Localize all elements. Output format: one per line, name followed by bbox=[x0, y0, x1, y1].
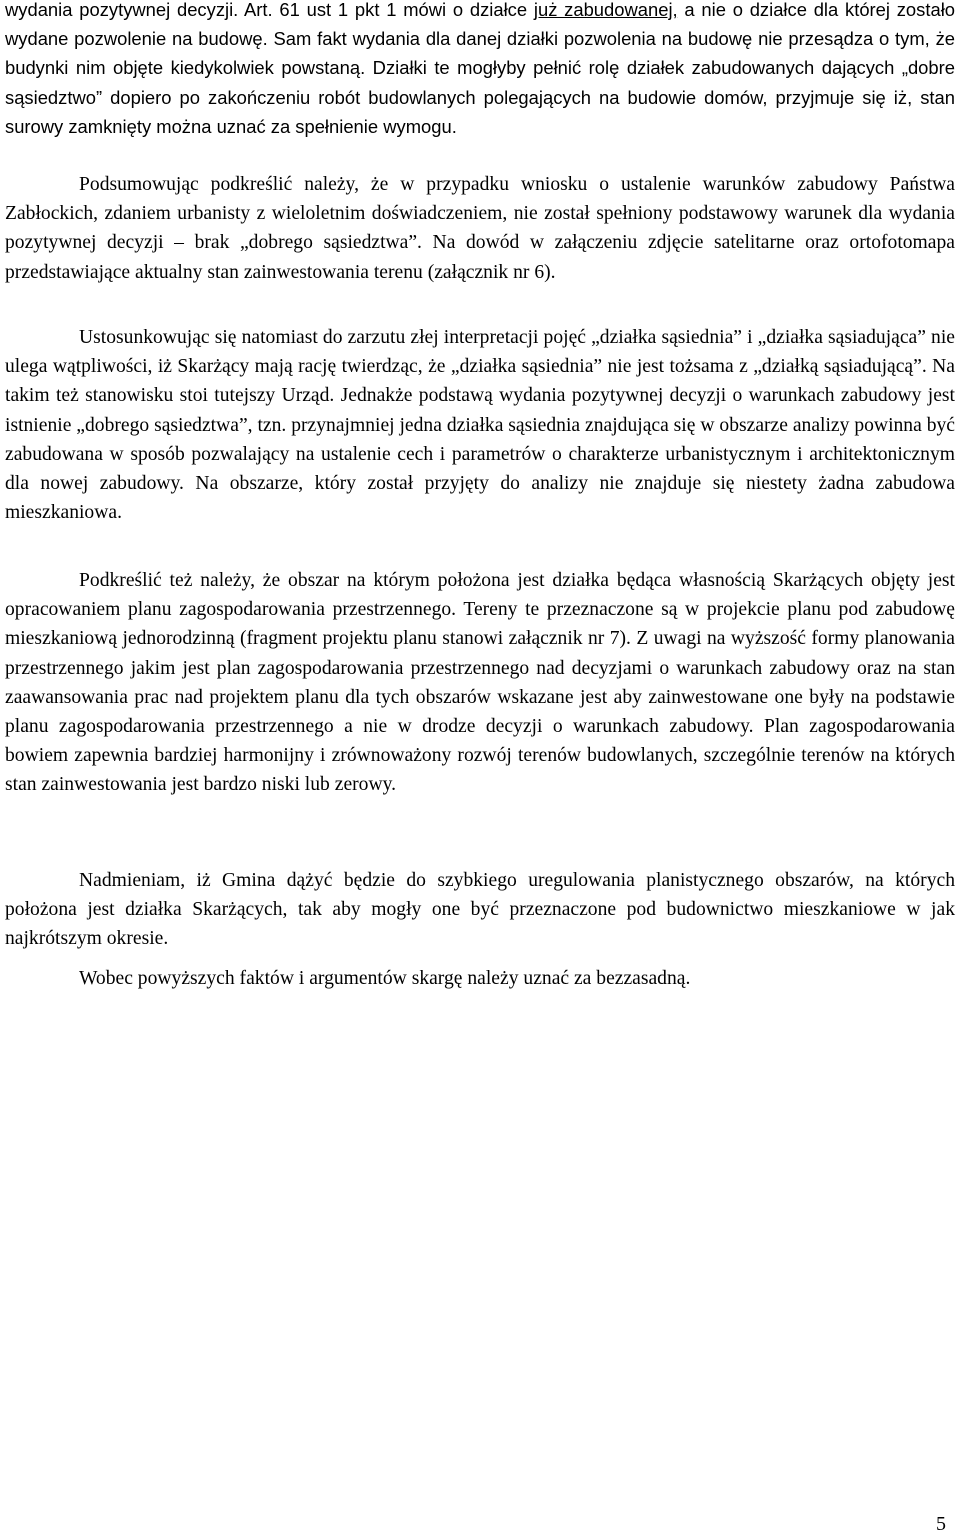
page-number: 5 bbox=[936, 1513, 946, 1535]
paragraph-1 bbox=[5, 0, 955, 141]
paragraph-4: Podkreślić też należy, że obszar na którym położona jest działka będąca własnością Skarżących objęty jest opracowaniem planu zagospodarowania przestrzennego. Tereny te przeznaczone są w projekcie planu pod zabudowę mieszkaniową jednorodzinną (fragment projektu planu stanowi załącznik nr 7). Z uwagi na wyższość formy planowania przestrzennego jakim jest plan zagospodarowania przestrzennego nad decyzjami o warunkach zabudowy oraz na stan zaawansowania prac nad projektem planu dla tych obszarów wskazane jest aby zainwestowane one były na podstawie planu zagospodarowania przestrzennego a nie w drodze decyzji o warunkach zabudowy. Plan zagospodarowania bowiem zapewnia bardziej harmonijny i zrównoważony rozwój terenów budowlanych, szczególnie terenów na których stan zainwestowania jest bardzo niski lub zerowy. bbox=[5, 570, 955, 796]
paragraph-3: Ustosunkowując się natomiast do zarzutu złej interpretacji pojęć „działka sąsiednia” i „działka sąsiadująca” nie ulega wątpliwości, iż Skarżący mają rację twierdząc, że „działka sąsiednia” nie jest tożsama z „działką sąsiadującą”. Na takim też stanowisku stoi tutejszy Urząd. Jednakże podstawą wydania pozytywnej decyzji o warunkach zabudowy jest istnienie „dobrego sąsiedztwa”, tzn. przynajmniej jedna działka sąsiednia znajdująca się w obszarze analizy powinna być zabudowana w sposób pozwalający na ustalenie cech i parametrów o charakterze urbanistycznym i architektonicznym dla nowej zabudowy. Na obszarze, który został przyjęty do analizy nie znajduje się niestety żadna zabudowa mieszkaniowa. bbox=[5, 327, 955, 524]
paragraph-5: Nadmieniam, iż Gmina dążyć będzie do szybkiego uregulowania planistycznego obszarów, na których położona jest działka Skarżących, tak aby mogły one być przeznaczone pod budownictwo mieszkaniowe w jak najkrótszym okresie. bbox=[5, 870, 955, 950]
underlined-phrase: już zabudowanej, bbox=[533, 0, 678, 20]
paragraph-1-text-b: a nie o działce dla której zostało wydane pozwolenie na budowę. Sam fakt wydania dla danej działki pozwolenia na budowę nie przesądza o tym, że budynki nim objęte kiedykolwiek powstaną. Działki te mogłyby pełnić rolę działek zabudowanych dających „dobre sąsiedztwo” dopiero po zakończeniu robót budowlanych polegających na budowie domów, przyjmuje się iż, stan surowy zamknięty można uznać za spełnienie wymogu. bbox=[5, 0, 956, 137]
paragraph-2: Podsumowując podkreślić należy, że w przypadku wniosku o ustalenie warunków zabudowy Państwa Zabłockich, zdaniem urbanisty z wieloletnim doświadczeniem, nie został spełniony podstawowy warunek dla wydania pozytywnej decyzji – brak „dobrego sąsiedztwa”. Na dowód w załączeniu zdjęcie satelitarne oraz ortofotomapa przedstawiające aktualny stan zainwestowania terenu (załącznik nr 6). bbox=[5, 174, 955, 283]
paragraph-1-text-a: wydania pozytywnej decyzji. Art. 61 ust 1 pkt 1 mówi o działce bbox=[5, 0, 534, 20]
paragraph-6: Wobec powyższych faktów i argumentów skargę należy uznać za bezzasadną. bbox=[79, 968, 691, 989]
